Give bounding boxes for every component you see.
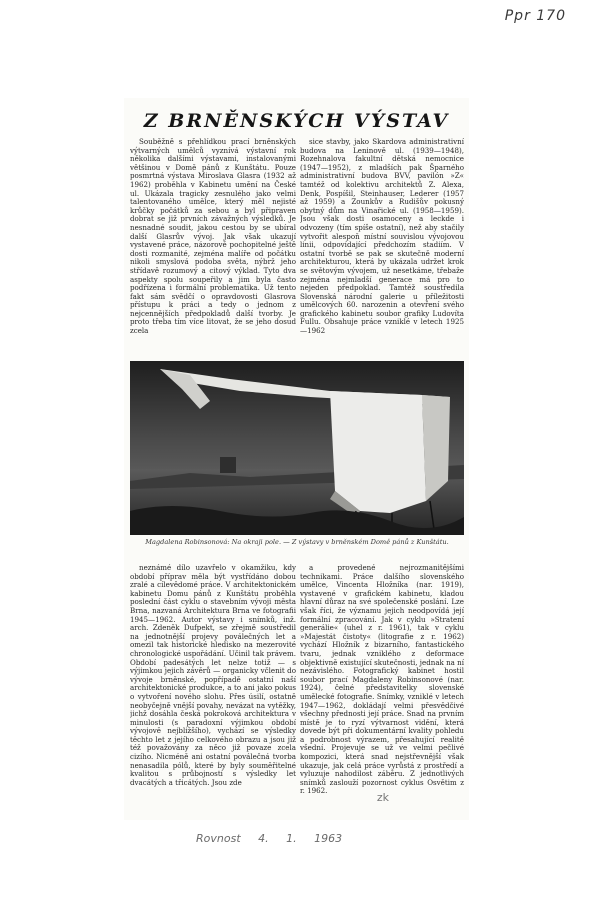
article-photo (130, 361, 464, 535)
column-2 (300, 138, 464, 355)
column-3-text: neznámé dílo uzavřelo v okamžiku, kdy období příprav měla být vystřídáno dobou zralé a cílevědomé práce. V architektonickém kabinetu Domu pánů z Kunštátu proběhla poslední část cyklu o stavebním vývoji města Brna, nazvaná Architektura Brna ve fotografii 1945—1962. Autor výstavy i snímků, inž. arch. Zdeněk Dufpekt, se zřejmě soustředil na jednotnější projevy poválečných let a omezil tak historické hledisko na mezerovité chronologické uspořádání. Učinil tak právem. Období padesátých let nelze totiž — s výjimkou jejich závěrů — organicky včlenit do vývoje brněnské, popřípadě ostatní naší architektonické produkce, a to ani jako pokus o vytvoření nového slohu. Přes úsilí, ostatně neobyčejně vnější povahy, nevázat na vytěžky, jichž dosáhla česká pokroková architektura v minulosti (s paradoxní výjimkou období vývojově nejbližšího), vychází se výsledky těchto let z jejího celkového obrazu a jsou již též považovány za něco již povaze zcela cizího. Nicméně ani ostatní poválečná tvorba nenasadila pólů, které by byly souměřitelné kvalitou s průbojností s výsledky let dvacátých a třicátých. Jsou zde (130, 564, 296, 787)
column-4 (300, 564, 464, 812)
source-note: Rovnost 4. 1. 1963 (196, 832, 343, 845)
column-1-text: Souběžně s přehlídkou prací brněnských výtvarných umělců vyznívá výstavní rok několika dalšími výstavami, instalovanými většinou v Domě pánů z Kunštátu. Pouze posmrtná výstava Miroslava Glasra (1932 až 1962) proběhla v Kabinetu umění na České ul. Ukázala tragicky zesnulého jako velmi talentovaného umělce, který měl nejisté krůčky počátků za sebou a byl připraven dobrat se již prvních závažných výsledků. Je nesnadné soudit, jakou cestou by se ubíral další Glasrův vývoj. Jak však ukazují vystavené práce, názorově pochopitelné ještě dosti rozmanité, zejména malíře od počátku nikoli smyslová podoba světa, nýbrž jeho střídavě rozumový a citový výklad. Tyto dva aspekty spolu soupeřily a jim byla často podřízena i formální problematika. Už tento fakt sám svědčí o opravdovosti Glasrova přístupu k práci a tedy o jednom z nejcennějších předpokladů další tvorby. Je proto třeba tím více litovat, že se jeho dosud zcela (130, 138, 296, 336)
column-3 (130, 564, 296, 812)
column-2-text: sice stavby, jako Škardova administrativní budova na Leninově ul. (1939—1948), Rozehnalova fakultní dětská nemocnice (1947—1952), z mladších pak Šparného administrativní budova BVV, pavilón »Z« tamtéž od kolektivu architektů Z. Alexa, Denk, Pospíšil, Steinhauser, Lederer (1957 až 1959) a Zounkův a Rudišův pokusný obytný dům na Vinařické ul. (1958—1959). Jsou však dosti osamoceny a leckde i odvozeny (tím spíše ostatní), než aby stačily vytvořit alespoň místní souvislou vývojovou linii, odpovídající předchozím stadiím. V ostatní tvorbě se pak se skutečně moderní architekturou, která by ukázala udržet krok se světovým vývojem, už nesetkáme, třebaže zejména nejmladší generace má pro to nejeden předpoklad. Tamtéž soustředila Slovenská národní galerie u příležitosti umělcových 60. narozenin a otevření svého grafického kabinetu soubor grafiky Ludovíta Fullu. Obsahuje práce vzniklé v letech 1925—1962 (300, 138, 464, 336)
newspaper-clipping (124, 98, 469, 820)
archive-reference: Ppr 170 (504, 8, 566, 24)
article-title: Z BRNĚNSKÝCH VÝSTAV (143, 110, 450, 132)
photo-caption: Magdalena Robinsonová: Na okraji pole. — Z výstavy v brněnském Domě pánů z Kunštátu. (145, 538, 449, 546)
column-1 (130, 138, 296, 355)
byline: zk (376, 791, 389, 804)
column-4-text: a provedené nejrozmanitějšími technikami. Práce dalšího slovenského umělce, Vincenta Hložníka (nar. 1919), vystavené v grafickém kabinetu, kladou hlavní důraz na své společenské poslání. Lze však říci, že významu jejich neodpovídá její formální zpracování. Jak v cyklu »Stratení generálie« (uhel z r. 1961), tak v cyklu »Majestát čistoty« (litografie z r. 1962) vychází Hložník z bizarního, fantastického tvaru, jednak vzniklého z deformace objektivně existující skutečnosti, jednak na ní nezávislého. Fotografický kabinet hostil soubor prací Magdaleny Robinsonové (nar. 1924), čelné představitelky slovenské umělecké fotografie. Snímky, vzniklé v letech 1947—1962, dokládají velmi přesvědčivé všechny přednosti její práce. Snad na prvním místě je to ryzí výtvarnost vidění, která dovede být při dokumentární kvality pohledu a podrobnost výrazem, přesahující realitě všední. Projevuje se už ve velmi pečlivé kompozici, která snad nejstřevnější však ukazuje, jak celá práce vyrůstá z prostředí a vyluzuje nahodilost záběru. Z jednotlivých snímků zaslouží pozornost cyklus Osvětim z r. 1962. (300, 564, 464, 796)
